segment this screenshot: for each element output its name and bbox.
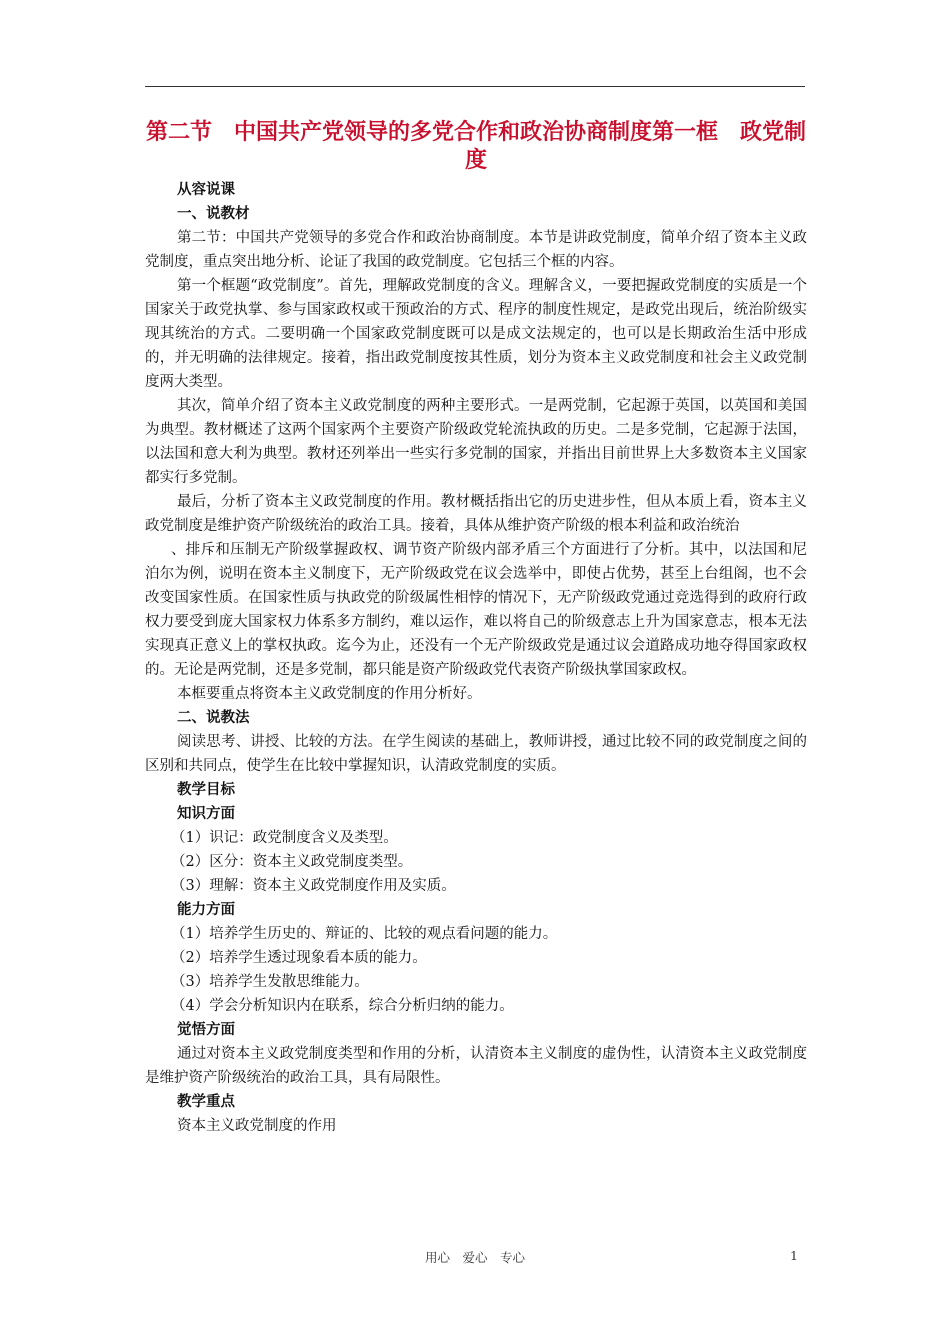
paragraph-awareness: 通过对资本主义政党制度类型和作用的分析，认清资本主义制度的虚伪性，认清资本主义政党制度是维护资产阶级统治的政治工具，具有局限性。 [145, 1046, 807, 1086]
section-heading-method: 二、说教法 [177, 709, 250, 726]
list-item-ability-2: （2）培养学生透过现象看本质的能力。 [171, 950, 427, 966]
list-item-knowledge-1: （1）识记：政党制度含义及类型。 [171, 830, 398, 846]
page-number: 1 [790, 1248, 798, 1263]
header-rule [145, 86, 805, 87]
section-heading-textbook: 一、说教材 [177, 205, 250, 222]
list-item-knowledge-3: （3）理解：资本主义政党制度作用及实质。 [171, 878, 456, 894]
paragraph-key-point: 资本主义政党制度的作用 [177, 1118, 337, 1134]
page-title: 第二节 中国共产党领导的多党合作和政治协商制度第一框 政党制度 [145, 119, 806, 173]
subheading-ability: 能力方面 [177, 901, 235, 918]
list-item-ability-1: （1）培养学生历史的、辩证的、比较的观点看问题的能力。 [171, 926, 558, 942]
section-heading-goals: 教学目标 [177, 781, 235, 798]
subheading-knowledge: 知识方面 [177, 805, 235, 822]
paragraph-two-forms: 其次，简单介绍了资本主义政党制度的两种主要形式。一是两党制，它起源于英国，以英国和美国为典型。教材概述了这两个国家两个主要资产阶级政党轮流执政的历史。二是多党制，它起源于法国，以法国和意大利为典型。教材还列举出一些实行多党制的国家，并指出目前世界上大多数资本主义国家都实行多党制。 [145, 398, 807, 486]
paragraph-first-frame: 第一个框题“政党制度”。首先，理解政党制度的含义。理解含义，一要把握政党制度的实质是一个国家关于政党执掌、参与国家政权或干预政治的方式、程序的制度性规定，是政党出现后，统治阶级实现其统治的方式。二要明确一个国家政党制度既可以是成文法规定的，也可以是长期政治生活中形成的，并无明确的法律规定。接着，指出政党制度按其性质，划分为资本主义政党制度和社会主义政党制度两大类型。 [145, 278, 807, 390]
footer-motto: 用心 爱心 专心 [424, 1250, 525, 1265]
paragraph-function-continued: 、排斥和压制无产阶级掌握政权、调节资产阶级内部矛盾三个方面进行了分析。其中，以法国和尼泊尔为例，说明在资本主义制度下，无产阶级政党在议会选举中，即使占优势，甚至上台组阁，也不会改变国家性质。在国家性质与执政党的阶级属性相悖的情况下，无产阶级政党通过竞选得到的政府行政权力要受到庞大国家权力体系多方制约，难以运作，难以将自己的阶级意志上升为国家意志，根本无法实现真正意义上的掌权执政。迄今为止，还没有一个无产阶级政党是通过议会道路成功地夺得国家政权的。无论是两党制，还是多党制，都只能是资产阶级政党代表资产阶级执掌国家政权。 [145, 542, 807, 678]
list-item-ability-3: （3）培养学生发散思维能力。 [171, 974, 369, 990]
paragraph-intro: 第二节：中国共产党领导的多党合作和政治协商制度。本节是讲政党制度，简单介绍了资本主义政党制度，重点突出地分析、论证了我国的政党制度。它包括三个框的内容。 [145, 230, 807, 270]
list-item-ability-4: （4）学会分析知识内在联系，综合分析归纳的能力。 [171, 998, 514, 1014]
section-heading-key-point: 教学重点 [177, 1093, 235, 1110]
paragraph-focus: 本框要重点将资本主义政党制度的作用分析好。 [177, 686, 482, 702]
section-heading-main: 从容说课 [177, 181, 235, 198]
subheading-awareness: 觉悟方面 [177, 1021, 235, 1038]
document-body [145, 118, 807, 1138]
paragraph-method: 阅读思考、讲授、比较的方法。在学生阅读的基础上，教师讲授，通过比较不同的政党制度之间的区别和共同点，使学生在比较中掌握知识，认清政党制度的实质。 [145, 734, 807, 774]
list-item-knowledge-2: （2）区分：资本主义政党制度类型。 [171, 854, 413, 870]
paragraph-function: 最后，分析了资本主义政党制度的作用。教材概括指出它的历史进步性，但从本质上看，资本主义政党制度是维护资产阶级统治的政治工具。接着，具体从维护资产阶级的根本利益和政治统治 [145, 494, 807, 534]
